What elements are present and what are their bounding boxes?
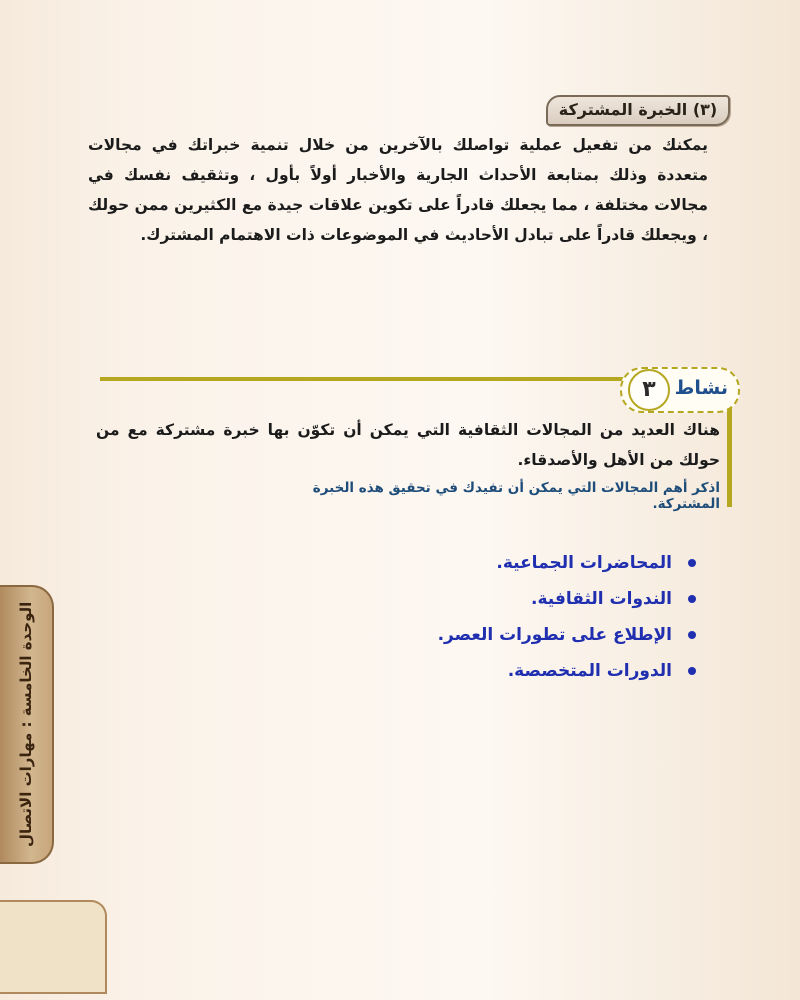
section-paragraph: يمكنك من تفعيل عملية تواصلك بالآخرين من خلال تنمية خبراتك في مجالات متعددة وذلك بمتابعة الأحداث الجارية والأخبار أولاً بأول ، وتثقيف نفسك في مجالات مختلفة ، مما يجعلك قادراً على تكوين علاقات جيدة مع الكثيرين ممن حولك ، ويجعلك قادراً على تبادل الأحاديث في الموضوعات ذات الاهتمام المشترك. (88, 136, 708, 244)
activity-number: ٣ (628, 369, 670, 411)
activity-instruction: اذكر أهم المجالات التي يمكن أن تفيدك في تحقيق هذه الخبرة المشتركة. (312, 480, 720, 512)
activity-text: هناك العديد من المجالات الثقافية التي يمكن أن تكوّن بها خبرة مشتركة مع من حولك من الأهل والأصدقاء. (96, 421, 720, 469)
answer-item (300, 617, 700, 653)
section-heading: (٣) الخبرة المشتركة (546, 95, 730, 126)
answer-text: الإطلاع على تطورات العصر. (437, 625, 672, 645)
bullet-icon (688, 559, 696, 567)
answer-item (300, 653, 700, 689)
answer-text: الندوات الثقافية. (531, 589, 672, 609)
answer-list (300, 545, 700, 689)
bullet-icon (688, 595, 696, 603)
answer-text: المحاضرات الجماعية. (496, 553, 672, 573)
activity-label: نشاط (674, 377, 728, 399)
answer-item (300, 581, 700, 617)
unit-tab-label: الوحدة الخامسة : مهارات الاتصال (17, 601, 35, 848)
answer-item (300, 545, 700, 581)
corner-decoration (0, 900, 107, 994)
bullet-icon (688, 667, 696, 675)
answer-text: الدورات المتخصصة. (507, 661, 672, 681)
activity-badge (620, 367, 740, 413)
activity-side-bar (727, 402, 732, 507)
unit-side-tab (0, 585, 54, 864)
bullet-icon (688, 631, 696, 639)
